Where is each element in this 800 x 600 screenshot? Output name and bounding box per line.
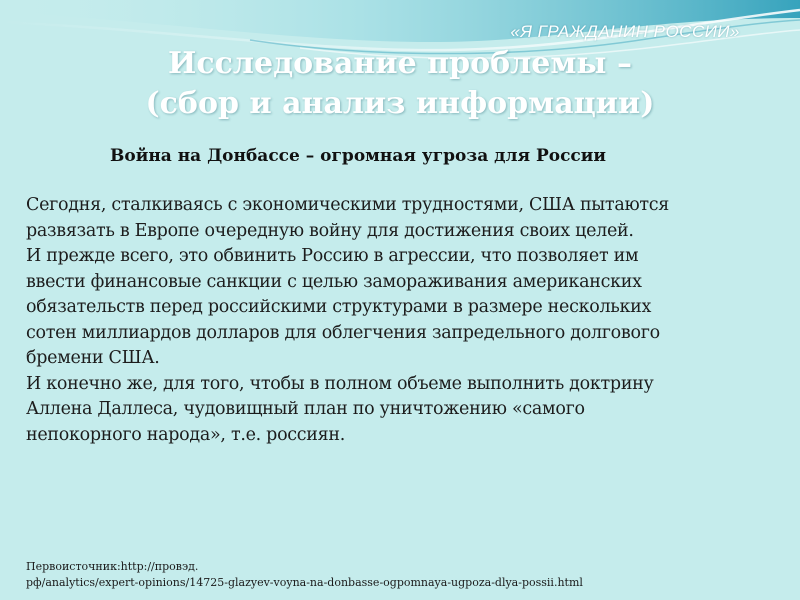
slide-subtitle: Война на Донбассе – огромная угроза для России <box>110 146 607 166</box>
body-line: непокорного народа», т.е. россиян. <box>26 424 346 445</box>
body-line: Сегодня, сталкиваясь с экономическими трудностями, США пытаются <box>26 195 670 215</box>
body-line: сотен миллиардов долларов для облегчения запредельного долгового <box>26 322 660 343</box>
body-line: И конечно же, для того, чтобы в полном объеме выполнить доктрину <box>26 373 654 394</box>
body-line: И прежде всего, это обвинить Россию в агрессии, что позволяет им <box>26 246 639 266</box>
body-text <box>26 193 786 448</box>
body-line: бремени США. <box>26 348 160 368</box>
source-link[interactable]: рф/analytics/expert-opinions/14725-glazyev-voyna-na-donbasse-ogpomnaya-ugpoza-dlya-possii.html <box>26 576 583 589</box>
source-line: Первоисточник:http://провэд. <box>26 560 199 573</box>
title-line: Исследование проблемы – <box>168 46 632 81</box>
body-line: обязательств перед российскими структурами в размере нескольких <box>26 297 652 317</box>
header-tag: «Я ГРАЖДАНИН РОССИИ» <box>510 22 740 41</box>
body-line: Аллена Даллеса, чудовищный план по уничтожению «самого <box>26 399 585 419</box>
body-line: развязать в Европе очередную войну для достижения своих целей. <box>26 220 634 241</box>
title-line: (сбор и анализ информации) <box>145 86 655 121</box>
slide-title <box>0 44 800 124</box>
source-citation <box>26 559 786 591</box>
body-line: ввести финансовые санкции с целью замораживания американских <box>26 271 642 292</box>
